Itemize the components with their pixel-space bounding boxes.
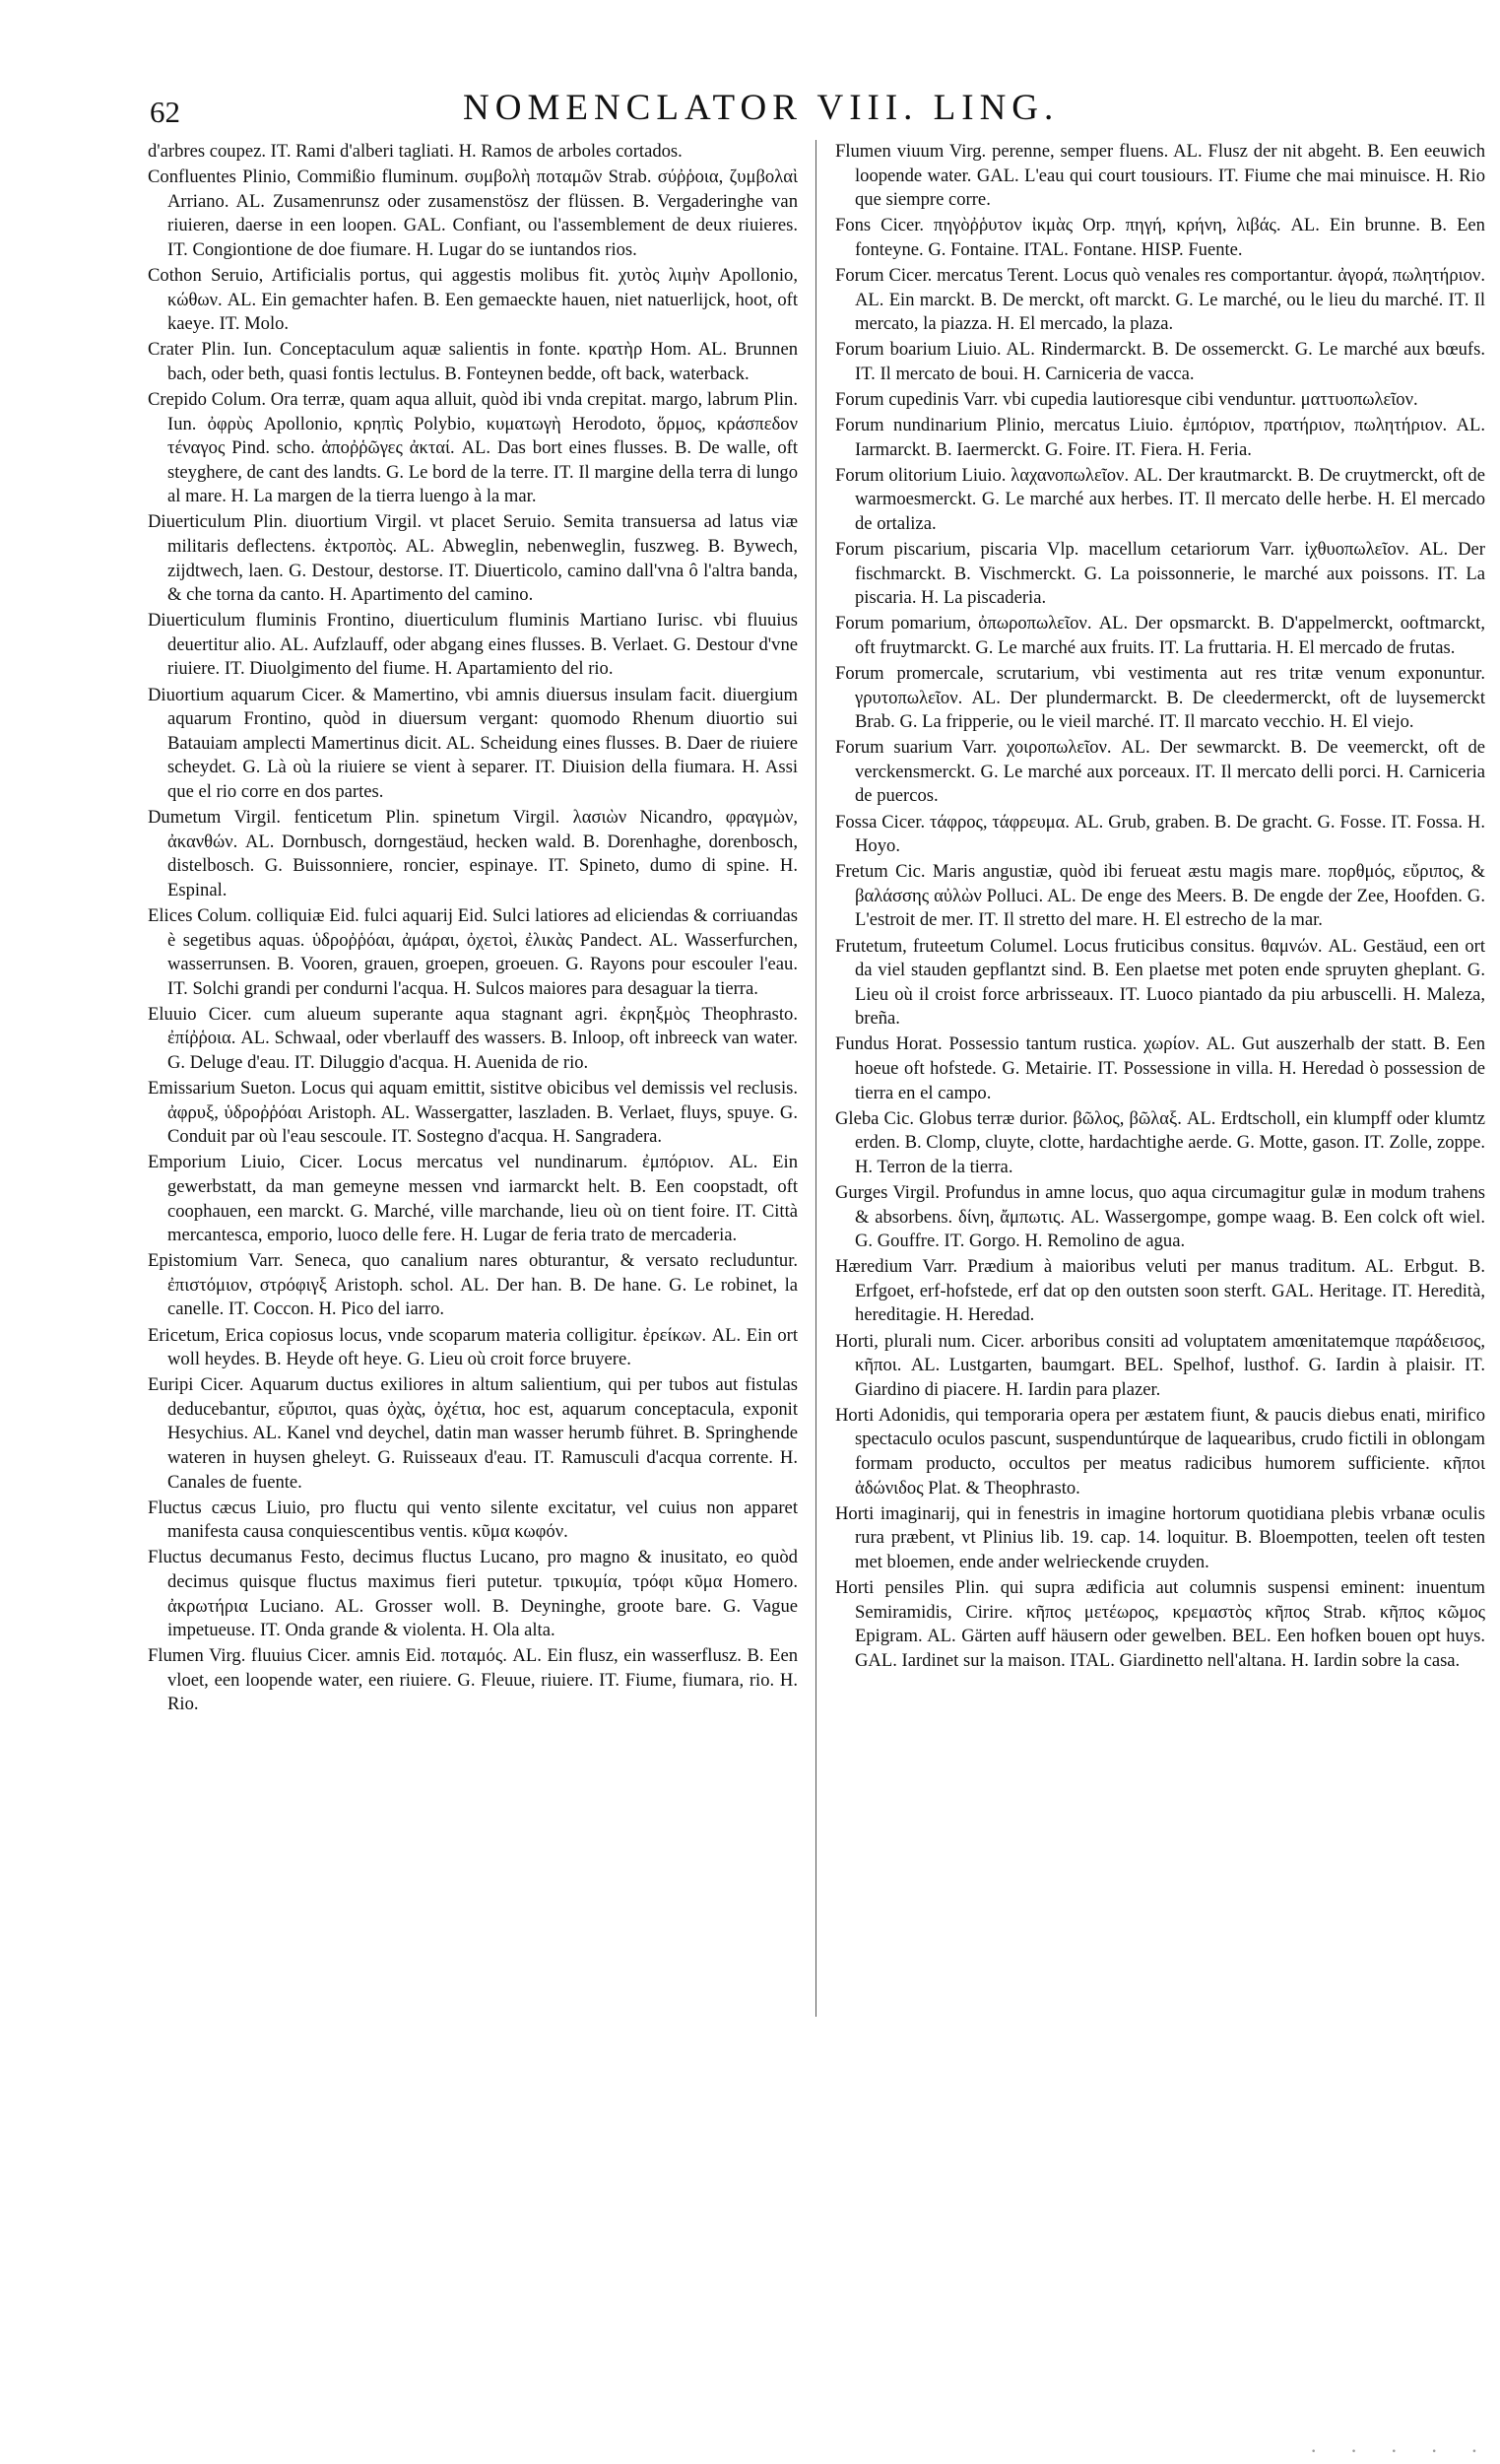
dictionary-entry	[148, 1003, 798, 1076]
entry-definition: fruteetum Columel. Locus fruticibus consitus. θαμνών. AL. Gestäud, een ort da viel stauden gepflantzt sind. B. Een plaetse met poten ende spruyten gheplant. G. Lieu où il croist force arbrisseaux. IT. Luoco piantado da piu arbuscelli. H. Maleza, breña.	[855, 935, 1485, 1030]
entry-headword: Fretum	[835, 861, 888, 883]
dictionary-entry	[148, 166, 798, 262]
entry-definition: Plin. qui supra ædificia aut columnis suspensi eminent: inuentum Semiramidis, Cirire. κῆπος μετέωρος, κρεμαστὸς κῆπος Strab. κῆπος κῶμος Epigram. AL. Gärten auff häusern oder gewelben. BEL. Een hofken bouen opt huys. GAL. Iardinet sur la maison. ITAL. Giardinetto nell'altana. H. Iardin sobre la casa.	[855, 1576, 1485, 1671]
entry-definition: Cic. Globus terræ durior. βῶλος, βῶλαξ. AL. Erdtscholl, ein klumpff oder klumtz erden. B. Clomp, cluyte, clotte, hardachtighe aerde. G. Motte, gason. IT. Zolle, zoppe. H. Terron de la tierra.	[855, 1107, 1485, 1177]
entry-headword: Emissarium	[148, 1078, 235, 1099]
dictionary-entry	[148, 1249, 798, 1322]
dictionary-entry	[835, 935, 1485, 1032]
entry-definition: Virgil. Profundus in amne locus, quo aqua circumagitur gulæ in modum trahens & absorbens. δίνη, ἄμπωτις. AL. Wassergompe, gompe waag. B. Een colck oft wiel. G. Gouffre. IT. Gorgo. H. Remolino de agua.	[855, 1181, 1485, 1252]
entry-headword: Gurges	[835, 1181, 888, 1203]
dictionary-entry	[148, 1077, 798, 1150]
left-column	[148, 140, 798, 2376]
entry-definition: Virgil. fenticetum Plin. spinetum Virgil. λασιὼν Nicandro, φραγμὼν, ἀκανθών. AL. Dornbusch, dorngestäud, hecken wald. B. Dorenhaghe, dorenbosch, distelbosch. G. Buissonniere, roncier, espinaye. IT. Spineto, dumo di spine. H. Espinal.	[167, 807, 798, 900]
entry-headword: Forum boarium	[835, 339, 951, 361]
dictionary-entry	[835, 612, 1485, 660]
entry-definition: Varr. χοιροπωλεῖον. AL. Der sewmarckt. B. De veemerckt, oft de verckensmerckt. G. Le marché aux porceaux. IT. Il mercato delli porci. H. Carniceria de puercos.	[855, 737, 1485, 807]
entry-definition: Colum. colliquiæ Eid. fulci aquarij Eid. Sulci latiores ad eliciendas & corriuandas è segetibus aquas. ὑδροῤῥόαι, ἀμάραι, ὀχετοὶ, ἐλικὰς Pandect. AL. Wasserfurchen, wasserrunsen. B. Vooren, grauen, groepen, groeuen. G. Rayons pour escouler l'eau. IT. Solchi grandi per condurni l'acqua. H. Sulcos maiores para desaguar la tierra.	[167, 904, 798, 999]
entry-headword: Fluctus cæcus	[148, 1497, 257, 1518]
entry-headword: Frutetum,	[835, 935, 907, 957]
entry-headword: Crater	[148, 339, 194, 361]
entry-definition: Virg. fluuius Cicer. amnis Eid. ποταμός. AL. Ein flusz, ein wasserflusz. B. Een vloet, een loopende water, een riuiere. G. Fleuue, riuiere. IT. Fiume, fiumara, rio. H. Rio.	[167, 1645, 798, 1715]
entry-headword: Fundus	[835, 1033, 889, 1055]
entry-definition: Erica copiosus locus, vnde scoparum materia colligitur. ἐρείκων. AL. Ein ort woll heydes. B. Heyde oft heye. G. Lieu où croit force bruyere.	[167, 1324, 798, 1370]
entry-headword: Forum olitorium	[835, 464, 957, 486]
entry-definition: scrutarium, vbi vestimenta aut res tritæ venum exponuntur. γρυτοπωλεῖον. AL. Der plundermarckt. B. De cleedermerckt, oft de luysemerckt Brab. G. La fripperie, ou le vieil marché. IT. Il marcato vecchio. H. El viejo.	[855, 662, 1485, 733]
entry-definition: Cicer. Aquarum ductus exiliores in altum salientium, qui per tubos aut fistulas deducebantur, εὔριποι, quas ὀχὰς, ὀχέτια, hoc est, aquarum conceptacula, exponit Hesychius. AL. Kanel vnd deychel, datin man wasser herumb führet. B. Springhende wateren in huysen gheleyt. G. Ruisseaux d'eau. IT. Ramusculi d'acqua corrente. H. Canales de fuente.	[167, 1374, 798, 1493]
entry-definition: Horat. Possessio tantum rustica. χωρίον. AL. Gut auszerhalb der statt. B. Een hoeue oft hofstede. G. Metairie. IT. Possessione in villa. H. Heredad ò possession de tierra en el campo.	[855, 1033, 1485, 1103]
dictionary-entry	[148, 1151, 798, 1247]
dictionary-entry	[835, 1404, 1485, 1500]
entry-headword: Epistomium	[148, 1250, 237, 1272]
entry-definition: Colum. Ora terræ, quam aqua alluit, quòd ibi vnda crepitat. margo, labrum Plin. Iun. ὀφρὺς Apollonio, κρηπὶς Polybio, κυματωγὴ Herodoto, ὅρμος, κράσπεδον τέναγος Pind. scho. ἀποῤῥῶγες ἀκταί. AL. Das bort eines flusses. B. De walle, oft steyghere, de cant des landts. G. Le bord de la terre. IT. Il margine della terra di lungo al mare. H. La margen de la tierra luengo à la mar.	[167, 388, 798, 507]
entry-headword: Diuerticulum fluminis	[148, 610, 317, 632]
dictionary-entry	[835, 811, 1485, 859]
entry-definition: Sueton. Locus qui aquam emittit, sistitve obicibus vel demissis vel reclusis. ἀφρυξ, ὑδροῤῥόαι Aristoph. AL. Wassergatter, laszladen. B. Verlaet, fluys, spuye. G. Conduit par où l'eau sescoule. IT. Sostegno d'acqua. H. Sangradera.	[167, 1078, 798, 1148]
dictionary-entry	[835, 388, 1485, 413]
dictionary-entry	[148, 1644, 798, 1717]
dictionary-entry	[148, 510, 798, 607]
entry-definition: plurali num. Cicer. arboribus consiti ad voluptatem amœnitatemque παράδεισος, κῆποι. AL. Lustgarten, baumgart. BEL. Spelhof, lusthof. G. Iardin à plaisir. IT. Giardino di piacere. H. Iardin para plazer.	[855, 1330, 1485, 1400]
bleed-through-marks: · · · · ·	[1310, 2438, 1492, 2463]
entry-definition: Virg. perenne, semper fluens. AL. Flusz der nit abgeht. B. Een eeuwich loopende water. GAL. L'eau qui court tousiours. IT. Fiume che mai minuisce. H. Rio que siempre corre.	[855, 141, 1485, 211]
dictionary-entry	[148, 684, 798, 805]
running-title: NOMENCLATOR VIII. LING.	[463, 88, 1060, 128]
entry-definition: piscaria Vlp. macellum cetariorum Varr. ἰχθυοπωλεῖον. AL. Der fischmarckt. B. Vischmerckt. G. La poissonnerie, le marché aux poissons. IT. La piscaria. H. La piscaderia.	[855, 539, 1485, 609]
entry-headword: Gleba	[835, 1107, 880, 1129]
entry-definition: Liuio. λαχανοπωλεῖον. AL. Der krautmarckt. B. De cruytmerckt, oft de warmoesmerckt. G. Le marché aux herbes. IT. Il mercato delle herbe. H. El mercado de ortaliza.	[855, 464, 1485, 534]
entry-definition: Cicer. mercatus Terent. Locus quò venales res comportantur. ἀγορά, πωλητήριον. AL. Ein marckt. B. De merckt, oft marckt. G. Le marché, ou le lieu du marché. IT. Il mercato, la piazza. H. El mercado, la plaza.	[855, 264, 1485, 335]
dictionary-entry	[148, 1324, 798, 1372]
dictionary-entry	[835, 140, 1485, 213]
dictionary-entry	[835, 414, 1485, 462]
dictionary-entry	[835, 860, 1485, 933]
entry-headword: Horti Adonidis,	[835, 1404, 950, 1426]
dictionary-entry	[148, 140, 798, 165]
entry-headword: Hæredium	[835, 1256, 913, 1278]
entry-headword: Flumen	[148, 1645, 204, 1667]
entry-definition: Cicer. τάφρος, τάφρευμα. AL. Grub, graben. B. De gracht. G. Fosse. IT. Fossa. H. Hoyo.	[855, 811, 1485, 857]
dictionary-entry	[148, 1373, 798, 1495]
entry-headword: Euripi	[148, 1374, 194, 1396]
entry-headword: Horti,	[835, 1330, 879, 1352]
entry-headword: Flumen viuum	[835, 141, 945, 162]
entry-definition: Liuio, pro fluctu qui vento silente excitatur, vel cuius non apparet manifesta causa conquiescentibus ventis. κῦμα κωφόν.	[167, 1497, 798, 1543]
dictionary-entry	[835, 1181, 1485, 1254]
dictionary-entry	[835, 736, 1485, 809]
entry-headword: Horti pensiles	[835, 1576, 945, 1598]
entry-definition: Varr. Seneca, quo canalium nares obturantur, & versato recluduntur. ἐπιστόμιον, στρόφιγξ Aristoph. schol. AL. Der han. B. De hane. G. Le robinet, la canelle. IT. Coccon. H. Pico del iarro.	[167, 1250, 798, 1320]
entry-definition: Cicer. cum alueum superante aqua stagnant agri. ἐκρηξμὸς Theophrasto. ἐπίῤῥοια. AL. Schwaal, oder vberlauff des wassers. B. Inloop, oft inbreeck van water. G. Deluge d'eau. IT. Diluggio d'acqua. H. Auenida de rio.	[167, 1003, 798, 1073]
dictionary-entry	[835, 214, 1485, 262]
entry-definition: Seruio, Artificialis portus, qui aggestis molibus fit. χυτὸς λιμὴν Apollonio, κώθων. AL. Ein gemachter hafen. B. Een gemaeckte hauen, niet natuerlijck, hoot, oft kaeye. IT. Molo.	[167, 264, 798, 335]
entry-headword: Cothon	[148, 264, 202, 286]
dictionary-entry	[835, 1502, 1485, 1575]
dictionary-entry	[835, 1255, 1485, 1328]
entry-definition: ὀπωροπωλεῖον. AL. Der opsmarckt. B. D'appelmerckt, ooftmarckt, oft fruytmarckt. G. Le marché aux fruits. IT. La fruttaria. H. El mercado de frutas.	[855, 613, 1485, 658]
dictionary-entry	[835, 1032, 1485, 1105]
entry-definition: d'arbres coupez. IT. Rami d'alberi tagliati. H. Ramos de arboles cortados.	[148, 141, 683, 162]
entry-definition: Varr. vbi cupedia lautioresque cibi venduntur. ματτυοπωλεῖον.	[962, 388, 1418, 410]
dictionary-entry	[148, 904, 798, 1001]
column-divider	[815, 140, 816, 2017]
entry-headword: Forum	[835, 264, 884, 286]
dictionary-entry	[835, 464, 1485, 537]
entry-headword: Diuortium aquarum	[148, 684, 295, 705]
dictionary-entry	[148, 806, 798, 902]
dictionary-entry	[148, 264, 798, 337]
entry-definition: qui in fenestris in imagine hortorum quotidiana plebis vrbanæ oculis rura præbent, vt Plinius lib. 19. cap. 14. loquitur. B. Bloempotten, teelen oft testen met bloemen, ende ander welrieckende cruyden.	[855, 1502, 1485, 1572]
entry-headword: Elices	[148, 904, 193, 926]
entry-headword: Fluctus decumanus	[148, 1547, 293, 1568]
entry-headword: Fons	[835, 215, 872, 236]
entry-headword: Horti imaginarij,	[835, 1502, 960, 1524]
entry-definition: Cicer. & Mamertino, vbi amnis diuersus insulam facit. diuergium aquarum Frontino, quòd in diuersum vergant: quomodo Rhenum diuortio sui Batauiam amplecti Mamertinus dicit. AL. Scheidung eines flusses. B. Daer de riuiere scheydet. G. Là où la riuiere se vient à separer. IT. Diuision della fiumara. H. Assi que el rio corre en dos partes.	[167, 684, 798, 802]
entry-headword: Forum pomarium,	[835, 613, 971, 634]
dictionary-entry	[835, 538, 1485, 611]
entry-headword: Forum promercale,	[835, 662, 984, 684]
entry-headword: Dumetum	[148, 807, 222, 829]
entry-headword: Forum nundinarium	[835, 415, 988, 436]
entry-definition: Liuio, Cicer. Locus mercatus vel nundinarum. ἐμπόριον. AL. Ein gewerbstatt, da man gemeyne messen vnd iarmarckt helt. B. Een coopstadt, oft coophauen, een marckt. G. Marché, ville marchande, lieu où on tient foire. IT. Città mercantesca, emporio, luoco delle fere. H. Lugar de feria trato de mercaderia.	[167, 1152, 798, 1246]
dictionary-entry	[148, 388, 798, 509]
dictionary-entry	[835, 1576, 1485, 1673]
dictionary-entry	[148, 609, 798, 682]
entry-definition: Plin. diuortium Virgil. vt placet Seruio. Semita transuersa ad latus viæ militaris deflectens. ἐκτροπὸς. AL. Abweglin, nebenweglin, fuszweg. B. Bywech, zijdtwech, laen. G. Destour, destorse. IT. Diuerticolo, camino dall'vna ô l'altra banda, & che torna da canto. H. Apartimento del camino.	[167, 511, 798, 606]
entry-headword: Fossa	[835, 811, 878, 832]
entry-headword: Crepido	[148, 388, 207, 410]
entry-definition: Varr. Prædium à maioribus veluti per manus traditum. AL. Erbgut. B. Erfgoet, erf-hofstede, erf dat op den outsten soon sterft. GAL. Heritage. IT. Heredità, hereditagie. H. Heredad.	[855, 1256, 1485, 1326]
entry-definition: Festo, decimus fluctus Lucano, pro magno & inusitato, eo quòd decimus quisque fluctus maximus fieri putetur. τρικυμία, τρόφι κῦμα Homero. ἀκρωτήρια Luciano. AL. Grosser woll. B. Deyninghe, groote bare. G. Vague impetueuse. IT. Onda grande & violenta. H. Ola alta.	[167, 1547, 798, 1641]
entry-headword: Emporium	[148, 1152, 227, 1173]
entry-definition: Liuio. AL. Rindermarckt. B. De ossemerckt. G. Le marché aux bœufs. IT. Il mercato de boui. H. Carniceria de vacca.	[855, 339, 1485, 384]
right-column	[835, 140, 1485, 2376]
entry-definition: Frontino, diuerticulum fluminis Martiano Iurisc. vbi fluuius deuertitur alio. AL. Aufzlauff, oder abgang eines flusses. B. Verlaet. G. Destour d'vne riuiere. IT. Diuolgimento del fiume. H. Apartamiento del rio.	[167, 610, 798, 680]
entry-headword: Confluentes	[148, 166, 236, 188]
entry-definition: Cic. Maris angustiæ, quòd ibi ferueat æstu magis mare. πορθμός, εὔριπος, & βαλάσσης αὐλὼν Polluci. AL. De enge des Meers. B. De engde der Zee, Hoofden. G. L'estroit de mer. IT. Il stretto del mare. H. El estrecho de la mar.	[855, 861, 1485, 931]
entry-definition: Cicer. πηγὸῤῥυτον ἰκμὰς Orp. πηγή, κρήνη, λιβάς. AL. Ein brunne. B. Een fonteyne. G. Fontaine. ITAL. Fontane. HISP. Fuente.	[855, 215, 1485, 260]
entry-definition: Plinio, Commißio fluminum. συμβολὴ ποταμῶν Strab. σύῤῥοια, ζυμβολαὶ Arriano. AL. Zusamenrunsz oder zusamenstösz der flüssen. B. Vergaderinghe van riuieren, daerse in een loopen. GAL. Confiant, ou l'assemblement de deux riuieres. IT. Congiontione de doe fiumare. H. Lugar do se iuntandos rios.	[167, 166, 798, 260]
dictionary-entry	[148, 338, 798, 386]
entry-definition: Plinio, mercatus Liuio. ἐμπόριον, πρατήριον, πωλητήριον. AL. Iarmarckt. B. Iaermerckt. G. Foire. IT. Fiera. H. Feria.	[855, 415, 1485, 460]
entry-headword: Diuerticulum	[148, 511, 246, 533]
entry-definition: qui temporaria opera per æstatem fiunt, & paucis diebus enati, mirifico spectaculo oculos pascunt, suspenduntúrque de laquearibus, crudo fictili in oblongam formam producto, occultos per meatus radicibus humorem sufficiente. κῆποι ἀδώνιδος Plat. & Theophrasto.	[855, 1404, 1485, 1498]
entry-headword: Forum suarium	[835, 737, 953, 759]
entry-headword: Forum cupedinis	[835, 388, 959, 410]
dictionary-entry	[835, 338, 1485, 386]
dictionary-entry	[835, 1107, 1485, 1180]
dictionary-entry	[835, 264, 1485, 337]
entry-headword: Eluuio	[148, 1003, 197, 1025]
dictionary-entry	[148, 1497, 798, 1545]
entry-headword: Forum piscarium,	[835, 539, 971, 560]
dictionary-entry	[148, 1546, 798, 1642]
dictionary-entry	[835, 1330, 1485, 1403]
page-number: 62	[150, 95, 180, 129]
entry-headword: Ericetum,	[148, 1324, 220, 1346]
entry-definition: Plin. Iun. Conceptaculum aquæ salientis in fonte. κρατὴρ Hom. AL. Brunnen bach, oder beth, quasi fontis lectulus. B. Fonteynen bedde, oft back, waterback.	[167, 339, 798, 384]
dictionary-entry	[835, 662, 1485, 735]
